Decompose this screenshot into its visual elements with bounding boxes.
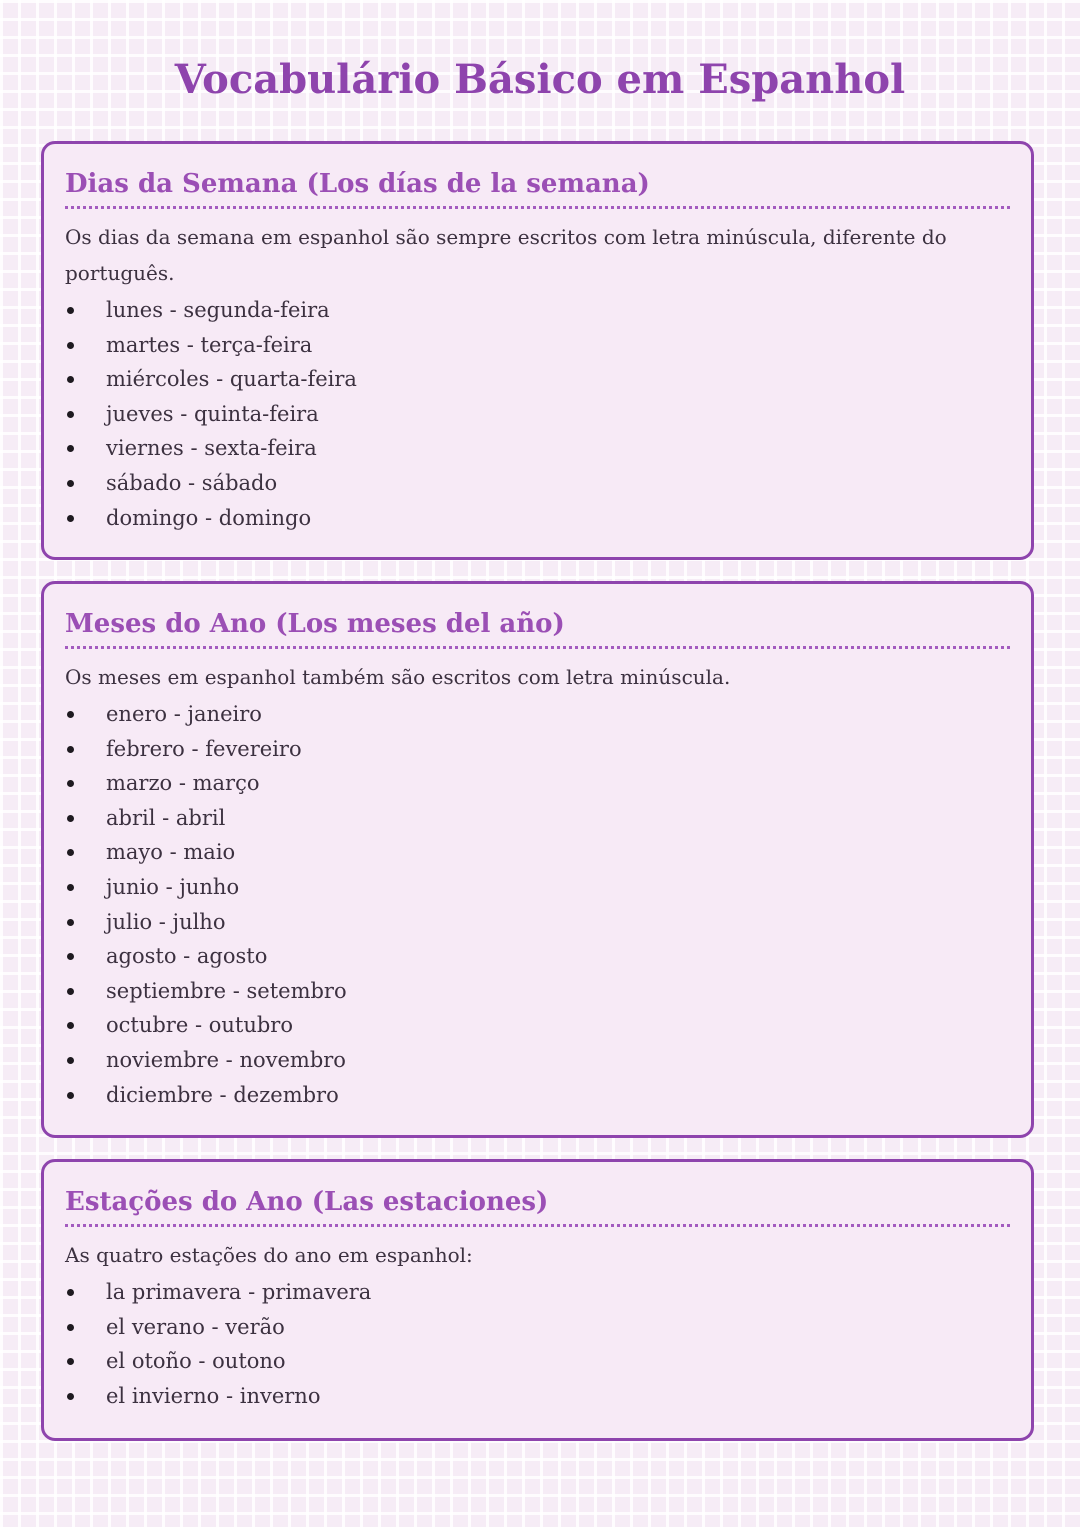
bullet-icon	[67, 342, 74, 349]
bullet-icon	[67, 1324, 74, 1331]
list-item	[65, 766, 1010, 801]
list-item	[65, 293, 1010, 328]
vocabulary-list	[65, 1275, 1010, 1413]
bullet-icon	[67, 411, 74, 418]
bullet-icon	[67, 919, 74, 926]
list-item	[65, 1008, 1010, 1043]
list-item-text: miércoles - quarta-feira	[106, 367, 357, 392]
bullet-icon	[67, 1393, 74, 1400]
list-item	[65, 939, 1010, 974]
list-item-text: el otoño - outono	[106, 1349, 286, 1374]
bullet-icon	[67, 884, 74, 891]
list-item	[65, 974, 1010, 1009]
list-item	[65, 431, 1010, 466]
section-title: Dias da Semana (Los días de la semana)	[65, 164, 1010, 209]
page-title: Vocabulário Básico em Espanhol	[174, 56, 906, 103]
list-item-text: mayo - maio	[106, 840, 236, 865]
list-item	[65, 328, 1010, 363]
list-item-text: la primavera - primavera	[106, 1280, 372, 1304]
list-item	[65, 362, 1010, 397]
list-item	[65, 501, 1010, 536]
list-item	[65, 1379, 1010, 1414]
vocabulary-list	[65, 697, 1010, 1112]
bullet-icon	[67, 1289, 74, 1296]
list-item-text: viernes - sexta-feira	[106, 436, 317, 461]
list-item	[65, 397, 1010, 432]
list-item	[65, 905, 1010, 940]
bullet-icon	[67, 1358, 74, 1365]
section-intro: Os dias da semana em espanhol são sempre escritos com letra minúscula, diferente do português.	[65, 225, 947, 285]
list-item	[65, 1043, 1010, 1078]
list-item	[65, 1078, 1010, 1113]
section-months-of-year	[41, 581, 1034, 1138]
list-item-text: el invierno - inverno	[106, 1383, 321, 1408]
bullet-icon	[67, 376, 74, 383]
bullet-icon	[67, 711, 74, 718]
list-item	[65, 1344, 1010, 1379]
list-item-text: febrero - fevereiro	[106, 736, 302, 761]
list-item-text: marzo - março	[106, 771, 260, 796]
list-item-text: abril - abril	[106, 805, 226, 830]
list-item	[65, 801, 1010, 836]
bullet-icon	[67, 780, 74, 787]
bullet-icon	[67, 480, 74, 487]
section-days-of-week	[41, 141, 1034, 560]
list-item	[65, 835, 1010, 870]
list-item	[65, 697, 1010, 732]
bullet-icon	[67, 1022, 74, 1029]
bullet-icon	[67, 1057, 74, 1064]
list-item-text: martes - terça-feira	[106, 332, 313, 357]
bullet-icon	[67, 988, 74, 995]
bullet-icon	[67, 307, 74, 314]
section-intro: As quatro estações do ano em espanhol:	[65, 1243, 473, 1267]
section-intro: Os meses em espanhol também são escritos com letra minúscula.	[65, 665, 731, 689]
list-item-text: diciembre - dezembro	[106, 1082, 339, 1107]
list-item-text: sábado - sábado	[106, 470, 278, 495]
list-item-text: noviembre - novembro	[106, 1047, 346, 1072]
vocabulary-list	[65, 293, 1010, 535]
list-item	[65, 1310, 1010, 1345]
bullet-icon	[67, 815, 74, 822]
list-item-text: junio - junho	[106, 874, 240, 899]
list-item-text: jueves - quinta-feira	[106, 401, 319, 426]
list-item-text: lunes - segunda-feira	[106, 298, 330, 322]
list-item-text: enero - janeiro	[106, 702, 262, 726]
list-item-text: agosto - agosto	[106, 944, 268, 969]
bullet-icon	[67, 445, 74, 452]
list-item	[65, 1275, 1010, 1310]
section-title: Meses do Ano (Los meses del año)	[65, 604, 1010, 649]
bullet-icon	[67, 515, 74, 522]
bullet-icon	[67, 746, 74, 753]
bullet-icon	[67, 849, 74, 856]
section-seasons	[41, 1159, 1034, 1441]
list-item-text: domingo - domingo	[106, 505, 312, 530]
list-item-text: septiembre - setembro	[106, 978, 347, 1003]
section-title: Estações do Ano (Las estaciones)	[65, 1182, 1010, 1227]
list-item	[65, 732, 1010, 767]
list-item	[65, 870, 1010, 905]
list-item	[65, 466, 1010, 501]
list-item-text: el verano - verão	[106, 1314, 285, 1339]
list-item-text: octubre - outubro	[106, 1013, 293, 1038]
list-item-text: julio - julho	[106, 909, 226, 934]
bullet-icon	[67, 1092, 74, 1099]
bullet-icon	[67, 953, 74, 960]
